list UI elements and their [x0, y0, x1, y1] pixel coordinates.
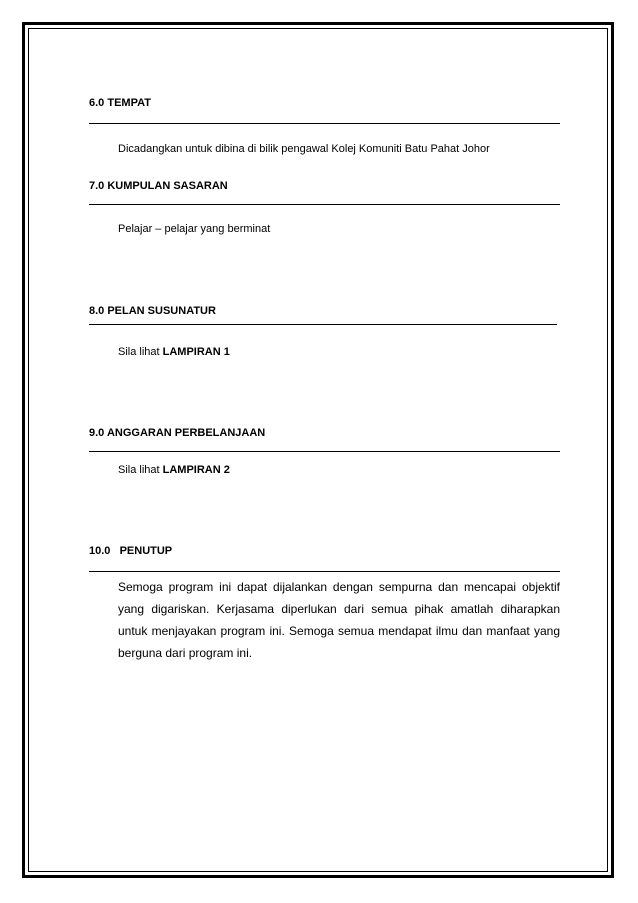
section-rule-tempat [89, 123, 560, 124]
section-text-kumpulan-sasaran: Pelajar – pelajar yang berminat [118, 223, 271, 235]
section-heading-penutup: 10.0 PENUTUP [89, 545, 173, 557]
section-text-tempat: Dicadangkan untuk dibina di bilik pengawal Kolej Komuniti Batu Pahat Johor [118, 143, 490, 155]
section-text-pelan-susunatur [118, 346, 230, 358]
section-rule-anggaran-perbelanjaan [89, 451, 560, 452]
section-paragraph-penutup: Semoga program ini dapat dijalankan dengan sempurna dan mencapai objektif yang digariskan. Kerjasama diperlukan dari semua pihak amatlah diharapkan untuk menjayakan program ini. Semoga semua mendapat ilmu dan manfaat yang berguna dari program ini. [118, 580, 560, 660]
section-rule-pelan-susunatur [89, 324, 557, 325]
section-heading-kumpulan-sasaran: 7.0 KUMPULAN SASARAN [89, 180, 228, 192]
lampiran-2-reference: LAMPIRAN 2 [162, 464, 230, 476]
section-heading-tempat: 6.0 TEMPAT [89, 97, 151, 109]
section-heading-anggaran-perbelanjaan: 9.0 ANGGARAN PERBELANJAAN [89, 427, 266, 439]
section-rule-penutup [89, 571, 560, 572]
section-text-pelan-prefix: Sila lihat [118, 346, 163, 358]
section-rule-kumpulan-sasaran [89, 204, 560, 205]
section-text-anggaran-perbelanjaan [118, 464, 230, 476]
section-text-anggaran-prefix: Sila lihat [118, 464, 163, 476]
lampiran-1-reference: LAMPIRAN 1 [162, 346, 230, 358]
section-heading-pelan-susunatur: 8.0 PELAN SUSUNATUR [89, 305, 216, 317]
